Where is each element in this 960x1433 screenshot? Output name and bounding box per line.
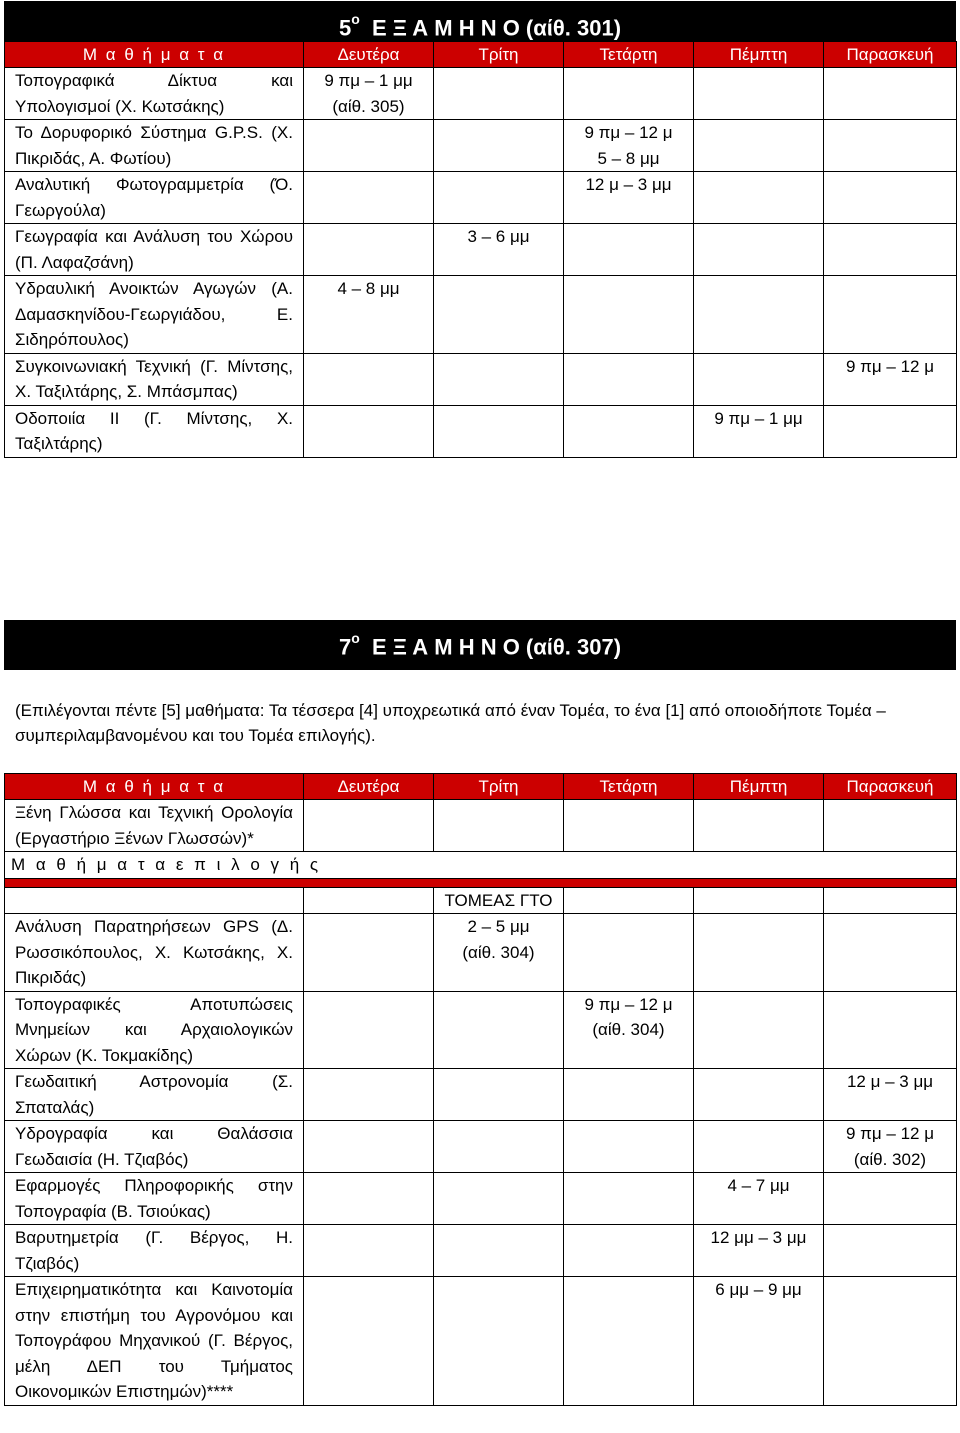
table-row	[5, 405, 957, 457]
column-header-subjects: Μ α θ ή μ α τ α	[5, 42, 304, 68]
column-header-day: Παρασκευή	[824, 42, 957, 68]
course-name: Τοπογραφικά Δίκτυα και Υπολογισμοί (Χ. Κωτσάκης)	[5, 68, 304, 120]
column-header-day: Τετάρτη	[564, 42, 694, 68]
schedule-cell	[694, 1069, 824, 1121]
schedule-cell	[304, 1225, 434, 1277]
course-name: Ανάλυση Παρατηρήσεων GPS (Δ. Ρωσσικόπουλος, Χ. Κωτσάκης, Χ. Πικριδάς)	[5, 914, 304, 992]
schedule-cell	[434, 172, 564, 224]
table-row	[5, 991, 957, 1069]
schedule-cell	[434, 1173, 564, 1225]
course-name: Συγκοινωνιακή Τεχνική (Γ. Μίντσης, Χ. Ταξιλτάρης, Σ. Μπάσμπας)	[5, 353, 304, 405]
schedule-cell	[564, 224, 694, 276]
course-name: Ξένη Γλώσσα και Τεχνική Ορολογία (Εργαστήριο Ξένων Γλωσσών)*	[5, 800, 304, 852]
schedule-cell	[434, 991, 564, 1069]
schedule-cell	[434, 800, 564, 852]
table-row	[5, 172, 957, 224]
course-name: Οδοποιία ΙΙ (Γ. Μίντσης, Χ. Ταξιλτάρης)	[5, 405, 304, 457]
schedule-cell	[304, 353, 434, 405]
schedule-cell	[564, 68, 694, 120]
schedule-cell: 9 πμ – 12 μ	[824, 353, 957, 405]
column-header-day: Τρίτη	[434, 774, 564, 800]
table-row	[5, 914, 957, 992]
schedule-cell	[564, 1121, 694, 1173]
schedule-cell	[564, 405, 694, 457]
schedule-cell: 6 μμ – 9 μμ	[694, 1277, 824, 1406]
schedule-cell	[694, 276, 824, 354]
schedule-cell	[304, 120, 434, 172]
sector-bar	[5, 878, 957, 887]
schedule-cell	[694, 224, 824, 276]
semester7-title-sup: ο	[351, 630, 360, 646]
table-row	[5, 1277, 957, 1406]
schedule-cell: 4 – 8 μμ	[304, 276, 434, 354]
column-header-day: Πέμπτη	[694, 42, 824, 68]
schedule-cell	[304, 1069, 434, 1121]
course-name: Γεωγραφία και Ανάλυση του Χώρου (Π. Λαφαζσάνη)	[5, 224, 304, 276]
column-header-day: Τετάρτη	[564, 774, 694, 800]
schedule-cell	[824, 1277, 957, 1406]
column-header-day: Τρίτη	[434, 42, 564, 68]
table-row	[5, 800, 957, 852]
schedule-cell	[564, 914, 694, 992]
column-header-day: Πέμπτη	[694, 774, 824, 800]
schedule-cell	[694, 991, 824, 1069]
table-row	[5, 1069, 957, 1121]
schedule-cell	[694, 1121, 824, 1173]
column-header-day: Δευτέρα	[304, 42, 434, 68]
schedule-cell	[824, 120, 957, 172]
electives-label: Μ α θ ή μ α τ α ε π ι λ ο γ ή ς	[5, 852, 957, 879]
schedule-cell	[824, 914, 957, 992]
schedule-cell: 9 πμ – 1 μμ (αίθ. 305)	[304, 68, 434, 120]
semester5-title	[4, 1, 956, 41]
course-name: Αναλυτική Φωτογραμμετρία (Ό. Γεωργούλα)	[5, 172, 304, 224]
schedule-cell	[694, 914, 824, 992]
schedule-cell	[434, 1277, 564, 1406]
course-name: Το Δορυφορικό Σύστημα G.P.S. (Χ. Πικριδάς, Α. Φωτίου)	[5, 120, 304, 172]
schedule-cell	[824, 224, 957, 276]
column-header-day: Παρασκευή	[824, 774, 957, 800]
semester5-title-sup: ο	[351, 11, 360, 27]
schedule-cell	[304, 800, 434, 852]
semester7-table	[4, 773, 957, 1406]
schedule-cell: 2 – 5 μμ (αίθ. 304)	[434, 914, 564, 992]
schedule-cell: 3 – 6 μμ	[434, 224, 564, 276]
schedule-cell	[304, 1121, 434, 1173]
schedule-cell	[564, 276, 694, 354]
schedule-cell: 9 πμ – 12 μ 5 – 8 μμ	[564, 120, 694, 172]
table-row	[5, 224, 957, 276]
schedule-cell	[304, 991, 434, 1069]
schedule-cell	[304, 405, 434, 457]
schedule-cell: 9 πμ – 1 μμ	[694, 405, 824, 457]
semester5-title-rest: Ε Ξ Α Μ Η Ν Ο (αίθ. 301)	[372, 15, 622, 41]
schedule-cell: 9 πμ – 12 μ (αίθ. 302)	[824, 1121, 957, 1173]
course-name: Επιχειρηματικότητα και Καινοτομία στην επιστήμη του Αγρονόμου και Τοπογράφου Μηχανικού (Γ. Βέργος, μέλη ΔΕΠ του Τμήματος Οικονομικών Επιστημών)****	[5, 1277, 304, 1406]
schedule-cell	[824, 1173, 957, 1225]
sector-label: ΤΟΜΕΑΣ ΓΤΟ	[434, 887, 564, 914]
course-name: Υδραυλική Ανοικτών Αγωγών (Α. Δαμασκηνίδου-Γεωργιάδου, Ε. Σιδηρόπουλος)	[5, 276, 304, 354]
semester7-header-row	[5, 774, 957, 800]
schedule-cell	[304, 914, 434, 992]
schedule-cell	[824, 800, 957, 852]
schedule-cell: 4 – 7 μμ	[694, 1173, 824, 1225]
semester7-title-rest: Ε Ξ Α Μ Η Ν Ο (αίθ. 307)	[372, 634, 622, 660]
schedule-cell	[434, 68, 564, 120]
sector-empty	[5, 887, 304, 914]
schedule-cell	[564, 1173, 694, 1225]
sector-empty	[694, 887, 824, 914]
semester5-title-num: 5	[338, 15, 352, 41]
schedule-cell	[434, 1225, 564, 1277]
schedule-cell	[824, 405, 957, 457]
semester7-note: (Επιλέγονται πέντε [5] μαθήματα: Τα τέσσερα [4] υποχρεωτικά από έναν Τομέα, το ένα [1] από οποιοδήποτε Τομέα – συμπεριλαμβανομένου και του Τομέα επιλογής).	[15, 701, 886, 745]
schedule-cell	[824, 68, 957, 120]
semester7-table-wrap	[4, 773, 956, 1406]
electives-row	[5, 852, 957, 879]
schedule-cell	[694, 68, 824, 120]
sector-empty	[304, 887, 434, 914]
schedule-cell	[564, 1069, 694, 1121]
schedule-cell	[694, 800, 824, 852]
course-name: Βαρυτημετρία (Γ. Βέργος, Η. Τζιαβός)	[5, 1225, 304, 1277]
table-row	[5, 1225, 957, 1277]
schedule-cell	[564, 1225, 694, 1277]
course-name: Υδρογραφία και Θαλάσσια Γεωδαισία (Η. Τζιαβός)	[5, 1121, 304, 1173]
column-header-day: Δευτέρα	[304, 774, 434, 800]
table-row	[5, 120, 957, 172]
course-name: Γεωδαιτική Αστρονομία (Σ. Σπαταλάς)	[5, 1069, 304, 1121]
schedule-cell	[434, 120, 564, 172]
schedule-cell	[564, 800, 694, 852]
table-row	[5, 353, 957, 405]
schedule-cell: 9 πμ – 12 μ (αίθ. 304)	[564, 991, 694, 1069]
schedule-cell	[304, 224, 434, 276]
schedule-cell	[824, 276, 957, 354]
semester7-title-num: 7	[338, 634, 352, 660]
schedule-cell	[824, 172, 957, 224]
schedule-cell	[304, 172, 434, 224]
schedule-cell: 12 μ – 3 μμ	[564, 172, 694, 224]
course-name: Εφαρμογές Πληροφορικής στην Τοπογραφία (Β. Τσιούκας)	[5, 1173, 304, 1225]
schedule-cell	[434, 276, 564, 354]
semester5-table-wrap	[4, 41, 956, 458]
semester7-title	[4, 620, 956, 670]
schedule-cell	[694, 353, 824, 405]
schedule-cell	[694, 172, 824, 224]
sector-empty	[564, 887, 694, 914]
schedule-cell	[564, 353, 694, 405]
schedule-cell: 12 μμ – 3 μμ	[694, 1225, 824, 1277]
schedule-cell	[434, 1121, 564, 1173]
sector-empty	[824, 887, 957, 914]
column-header-subjects: Μ α θ ή μ α τ α	[5, 774, 304, 800]
semester5-header-row	[5, 42, 957, 68]
table-row	[5, 1121, 957, 1173]
schedule-cell	[434, 405, 564, 457]
schedule-cell	[304, 1173, 434, 1225]
course-name: Τοπογραφικές Αποτυπώσεις Μνημείων και Αρχαιολογικών Χώρων (Κ. Τοκμακίδης)	[5, 991, 304, 1069]
sector-bar-fill	[5, 878, 957, 887]
schedule-cell	[824, 991, 957, 1069]
sector-row	[5, 887, 957, 914]
table-row	[5, 68, 957, 120]
schedule-cell	[564, 1277, 694, 1406]
schedule-cell	[694, 120, 824, 172]
schedule-cell	[434, 1069, 564, 1121]
table-row	[5, 276, 957, 354]
schedule-cell: 12 μ – 3 μμ	[824, 1069, 957, 1121]
table-row	[5, 1173, 957, 1225]
schedule-cell	[304, 1277, 434, 1406]
schedule-cell	[824, 1225, 957, 1277]
semester5-table	[4, 41, 957, 458]
schedule-cell	[434, 353, 564, 405]
